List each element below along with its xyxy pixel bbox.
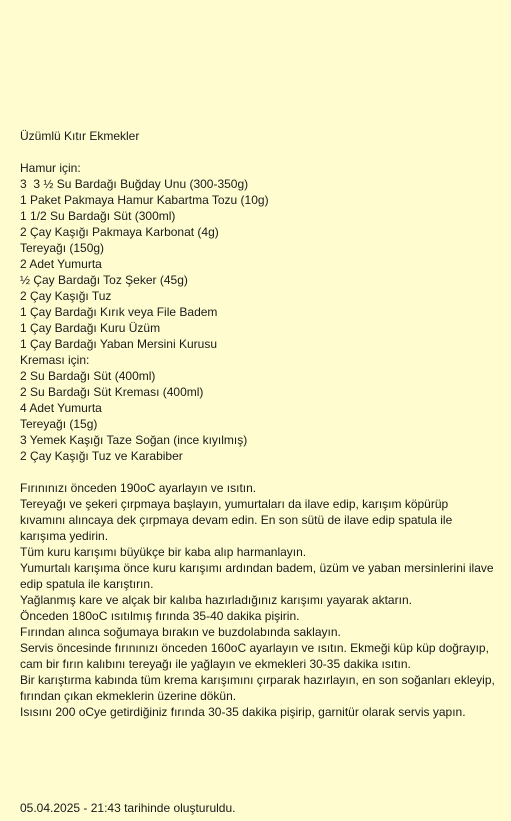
dough-header: Hamur için: (20, 161, 81, 175)
instruction-step: Önceden 180oC ısıtılmış fırında 35-40 dakika pişirin. (20, 609, 300, 623)
ingredient-item: 1 Paket Pakmaya Hamur Kabartma Tozu (10g) (20, 193, 269, 207)
instruction-step: Tüm kuru karışımı büyükçe bir kaba alıp harmanlayın. (20, 545, 307, 559)
instruction-step: Fırınınızı önceden 190oC ayarlayın ve ısıtın. (20, 481, 257, 495)
recipe-title: Üzümlü Kıtır Ekmekler (20, 129, 140, 143)
ingredient-item: ½ Çay Bardağı Toz Şeker (45g) (20, 273, 188, 287)
ingredient-item: 2 Çay Kaşığı Tuz (20, 289, 112, 303)
instruction-list (20, 480, 495, 720)
ingredient-item: 3 3 ½ Su Bardağı Buğday Unu (300-350g) (20, 177, 249, 191)
ingredient-item: 2 Su Bardağı Süt (400ml) (20, 369, 156, 383)
ingredient-item: 2 Çay Kaşığı Pakmaya Karbonat (4g) (20, 225, 219, 239)
ingredient-item: Tereyağı (15g) (20, 417, 98, 431)
instruction-step: Isısını 200 oCye getirdiğiniz fırında 30-35 dakika pişirip, garnitür olarak servis yapın. (20, 705, 466, 719)
cream-ingredient-list (20, 368, 495, 464)
cream-header: Kreması için: (20, 353, 90, 367)
ingredient-item: 1 1/2 Su Bardağı Süt (300ml) (20, 209, 176, 223)
ingredient-item: 2 Adet Yumurta (20, 257, 102, 271)
instruction-step: Bir karıştırma kabında tüm krema karışımını çırparak hazırlayın, en son soğanları ekleyip, fırından çıkan ekmeklerin üzerine dökün. (20, 673, 495, 703)
ingredient-item: 2 Su Bardağı Süt Kreması (400ml) (20, 385, 204, 399)
instruction-step: Yumurtalı karışıma önce kuru karışımı ardından badem, üzüm ve yaban mersinlerini ilave edip spatula ile karıştırın. (20, 561, 494, 591)
ingredient-item: 2 Çay Kaşığı Tuz ve Karabiber (20, 449, 183, 463)
instruction-step: Fırından alınca soğumaya bırakın ve buzdolabında saklayın. (20, 625, 341, 639)
spacer (20, 144, 495, 160)
ingredient-item: 1 Çay Bardağı Kırık veya File Badem (20, 305, 218, 319)
instruction-step: Yağlanmış kare ve alçak bir kalıba hazırladığınız karışımı yayarak aktarın. (20, 593, 412, 607)
created-timestamp: 05.04.2025 - 21:43 tarihinde oluşturuldu. (20, 801, 236, 815)
instruction-step: Servis öncesinde fırınınızı önceden 160oC ayarlayın ve ısıtın. Ekmeği küp küp doğrayıp, cam bir fırın kalıbını tereyağı ile yağlayın ve ekmekleri 30-35 dakika ısıtın. (20, 641, 489, 671)
ingredient-item: 1 Çay Bardağı Yaban Mersini Kurusu (20, 337, 217, 351)
dough-ingredient-list (20, 176, 495, 352)
ingredient-item: 3 Yemek Kaşığı Taze Soğan (ince kıyılmış) (20, 433, 248, 447)
ingredient-item: 4 Adet Yumurta (20, 401, 102, 415)
recipe-content (20, 128, 495, 720)
ingredient-item: Tereyağı (150g) (20, 241, 105, 255)
ingredient-item: 1 Çay Bardağı Kuru Üzüm (20, 321, 161, 335)
instruction-step: Tereyağı ve şekeri çırpmaya başlayın, yumurtaları da ilave edip, karışım köpürüp kıvamını alıncaya dek çırpmaya devam edin. En son sütü de ilave edip spatula ile karışıma yedirin. (20, 497, 453, 543)
